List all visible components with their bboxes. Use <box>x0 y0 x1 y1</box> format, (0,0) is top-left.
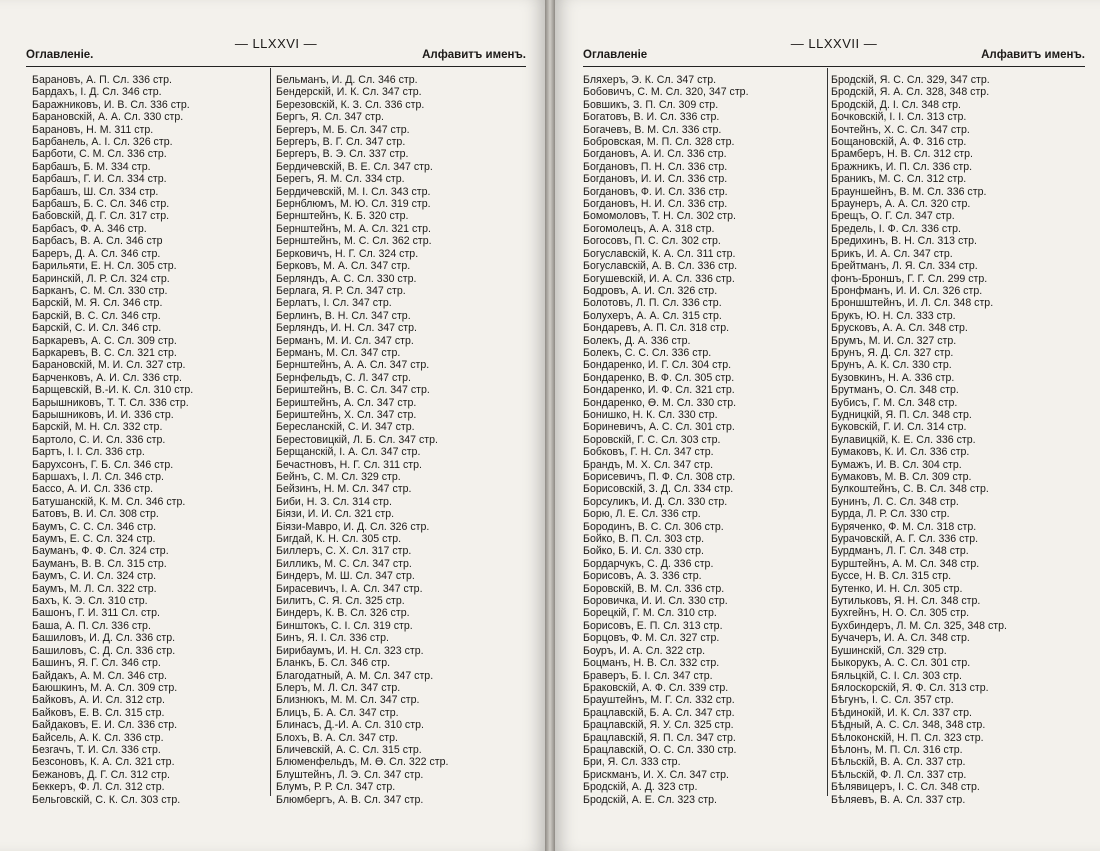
index-entry: Боцманъ, Н. В. Сл. 332 стр. <box>583 657 720 670</box>
index-entry: Бодровъ, А. И. Сл. 326 стр. <box>583 284 718 297</box>
index-entry: Богуславскій, К. А. Сл. 311 стр. <box>583 247 736 260</box>
index-entry: Бѣлоконскій, Н. П. Сл. 323 стр. <box>831 731 984 744</box>
index-entry: Бумажъ, И. В. Сл. 304 стр. <box>831 458 962 471</box>
index-entry: Бушинскій, Сл. 329 стр. <box>831 644 947 657</box>
index-entry: Бересланскій, С. И. 347 стр. <box>276 421 415 434</box>
index-entry: Богуславскій, А. В. Сл. 336 стр. <box>583 260 738 273</box>
index-entry: Бойко, В. П. Сл. 303 стр. <box>583 533 705 546</box>
index-entry: Батовъ, В. И. Сл. 308 стр. <box>32 508 159 521</box>
index-entry: Баршахъ, І. Л. Сл. 346 стр. <box>32 471 164 483</box>
index-entry: Болотовъ, Л. П. Сл. 336 стр. <box>583 297 722 310</box>
left-header-rule <box>26 66 526 67</box>
index-entry: Барбашъ, Б. М. 334 стр. <box>32 160 151 173</box>
index-entry: Баркаревъ, В. С. Сл. 321 стр. <box>32 346 177 359</box>
index-entry: Барченковъ, А. И. Сл. 336 стр. <box>32 371 182 384</box>
index-entry: Бучачеръ, И. А. Сл. 348 стр. <box>831 632 970 645</box>
index-entry: Бабовскій, Д. Г. Сл. 317 стр. <box>32 210 170 223</box>
index-entry: Бернштейнъ, К. Б. 320 стр. <box>276 210 409 223</box>
index-entry: Баюшкинъ, М. А. Сл. 309 стр. <box>32 681 178 694</box>
right-header-contents: Оглавленіе <box>583 49 648 61</box>
index-entry: Барщевскій, В.-И. К. Сл. 310 стр. <box>32 384 194 397</box>
index-entry: Боровскій, В. М. Сл. 336 стр. <box>583 582 725 595</box>
index-entry: Брауншейнъ, В. М. Сл. 336 стр. <box>831 185 987 198</box>
index-entry: Брещъ, О. Г. Сл. 347 стр. <box>831 210 955 223</box>
index-entry: Блицъ, Б. А. Сл. 347 стр. <box>276 706 399 719</box>
index-entry: Барановъ, А. П. Сл. 336 стр. <box>32 74 172 86</box>
index-entry: Бѣлонъ, М. П. Сл. 316 стр. <box>831 743 963 756</box>
index-entry: Блумъ, Р. Р. Сл. 347 стр. <box>276 781 396 794</box>
index-entry: Бобовичъ, С. М. Сл. 320, 347 стр. <box>583 86 749 99</box>
index-entry: Бечастновъ, Н. Г. Сл. 311 стр. <box>276 458 422 471</box>
index-entry: Бендерскій, И. К. Сл. 347 стр. <box>276 86 422 99</box>
left-page <box>0 0 545 851</box>
index-entry: Бондаренко, В. Ф. Сл. 305 стр. <box>583 371 735 384</box>
index-entry: Близнюкъ, М. М. Сл. 347 стр. <box>276 694 420 707</box>
index-entry: Бовшикъ, З. П. Сл. 309 стр. <box>583 98 719 111</box>
index-entry: Бернфельдъ, С. Л. 347 стр. <box>276 371 411 384</box>
index-entry: Блуштейнъ, Л. Э. Сл. 347 стр. <box>276 768 424 781</box>
index-entry: Бондаренко, Ө. М. Сл. 330 стр. <box>583 396 737 409</box>
index-entry: Берлинъ, В. Н. Сл. 347 стр. <box>276 309 411 322</box>
index-entry: Браковскій, А. Ф. Сл. 339 стр. <box>583 681 729 694</box>
index-entry: Биллеръ, С. Х. Сл. 317 стр. <box>276 545 412 558</box>
index-entry: Барановъ, Н. М. 311 стр. <box>32 123 154 136</box>
index-entry: Благодатный, А. М. Сл. 347 стр. <box>276 669 434 682</box>
index-entry: Безгачъ, Т. И. Сл. 336 стр. <box>32 743 161 756</box>
index-entry: Берлатъ, І. Сл. 347 стр. <box>276 297 392 310</box>
index-entry: Брамберъ, Н. В. Сл. 312 стр. <box>831 148 973 161</box>
index-entry: Блинасъ, Д.-И. А. Сл. 310 стр. <box>276 719 424 732</box>
index-entry: Брацлавскій, Я. У. Сл. 325 стр. <box>583 719 734 732</box>
index-entry: Бутенко, И. Н. Сл. 305 стр. <box>831 582 963 595</box>
index-entry: Бѣльскій, Ф. Л. Сл. 337 стр. <box>831 768 967 781</box>
index-entry: Борецкій, Г. М. Сл. 310 стр. <box>583 607 717 620</box>
index-entry: Боуръ, И. А. Сл. 322 стр. <box>583 644 706 657</box>
left-column-1 <box>32 74 264 806</box>
index-entry: Бондаренко, И. Г. Сл. 304 стр. <box>583 359 732 372</box>
index-entry: Брукъ, Ю. Н. Сл. 333 стр. <box>831 309 956 322</box>
index-entry: Беккеръ, Ф. Л. Сл. 312 стр. <box>32 781 165 794</box>
index-entry: Берманъ, М. И. Сл. 347 стр. <box>276 334 414 347</box>
index-entry: Бурда, Л. Р. Сл. 330 стр. <box>831 508 950 521</box>
index-entry: Баркаревъ, А. С. Сл. 309 стр. <box>32 334 177 347</box>
index-entry: Бродскій, Я. С. Сл. 329, 347 стр. <box>831 74 990 86</box>
index-entry: Бомомоловъ, Т. Н. Сл. 302 стр. <box>583 210 736 223</box>
index-entry: Барильяти, Е. Н. Сл. 305 стр. <box>32 260 177 273</box>
left-header-index: Алфавитъ именъ. <box>422 49 526 61</box>
index-entry: Браникъ, М. С. Сл. 312 стр. <box>831 173 967 186</box>
index-entry: Богдановъ, Ф. И. Сл. 336 стр. <box>583 185 728 198</box>
index-entry: Бунинъ, Л. С. Сл. 348 стр. <box>831 495 959 508</box>
index-entry: Баша, А. П. Сл. 336 стр. <box>32 619 151 632</box>
index-entry: Будницкій, Я. П. Сл. 348 стр. <box>831 408 972 421</box>
index-entry: Булавицкій, К. Е. Сл. 336 стр. <box>831 433 976 446</box>
index-entry: Буссе, Н. В. Сл. 315 стр. <box>831 570 952 583</box>
index-entry: Брунъ, Я. Д. Сл. 327 стр. <box>831 346 954 359</box>
index-entry: Борисовъ, Е. П. Сл. 313 стр. <box>583 619 723 632</box>
index-entry: Буковскій, Г. И. Сл. 314 стр. <box>831 421 967 434</box>
index-entry: Бернштейнъ, М. С. Сл. 362 стр. <box>276 235 432 248</box>
index-entry: Богдановъ, П. Н. Сл. 336 стр. <box>583 160 728 173</box>
index-entry: Бауманъ, В. В. Сл. 315 стр. <box>32 557 167 570</box>
right-page <box>555 0 1100 851</box>
index-entry: Браунеръ, А. А. Сл. 320 стр. <box>831 198 971 211</box>
index-entry: Бассо, А. И. Сл. 336 стр. <box>32 483 154 496</box>
index-entry: Богушевскій, И. А. Сл. 336 стр. <box>583 272 735 285</box>
right-page-header <box>583 36 1085 62</box>
left-column-divider <box>270 68 271 796</box>
index-entry: Бурачовскій, А. Г. Сл. 336 стр. <box>831 533 979 546</box>
index-entry: фонъ-Броншъ, Г. Г. Сл. 299 стр. <box>831 272 988 285</box>
index-entry: Бондаревъ, А. П. Сл. 318 стр. <box>583 322 730 335</box>
index-entry: Брикъ, И. А. Сл. 347 стр. <box>831 247 953 260</box>
index-entry: Богдановъ, А. И. Сл. 336 стр. <box>583 148 727 161</box>
right-column-2 <box>831 74 1083 806</box>
index-entry: Барскій, М. Я. Сл. 346 стр. <box>32 297 163 310</box>
index-entry: Берестовицкій, Л. Б. Сл. 347 стр. <box>276 433 438 446</box>
index-entry: Бличевскій, А. С. Сл. 315 стр. <box>276 743 422 756</box>
right-page-number: — LLXXVII — <box>790 36 878 51</box>
index-entry: Бердичевскій, М. І. Сл. 343 стр. <box>276 185 431 198</box>
index-entry: Богачевъ, В. М. Сл. 336 стр. <box>583 123 722 136</box>
index-entry: Борисовъ, А. З. 336 стр. <box>583 570 702 583</box>
index-entry: Бернштейнъ, М. А. Сл. 321 стр. <box>276 222 431 235</box>
index-entry: Бляхеръ, Э. К. Сл. 347 стр. <box>583 74 717 86</box>
index-entry: Бергеръ, В. Э. Сл. 337 стр. <box>276 148 409 161</box>
index-entry: Браверъ, Б. І. Сл. 347 стр. <box>583 669 713 682</box>
index-entry: Баринскій, Л. Р. Сл. 324 стр. <box>32 272 170 285</box>
index-entry: Билитъ, С. Я. Сл. 325 стр. <box>276 595 405 608</box>
index-entry: Біязи-Мавро, И. Д. Сл. 326 стр. <box>276 520 430 533</box>
index-entry: Бронфманъ, И. И. Сл. 326 стр. <box>831 284 983 297</box>
index-entry: Баумъ, Е. С. Сл. 324 стр. <box>32 533 156 546</box>
index-entry: Бѣгунъ, І. С. Сл. 357 стр. <box>831 694 954 707</box>
index-entry: Биндеръ, К. В. Сл. 326 стр. <box>276 607 410 620</box>
index-entry: Бурштейнъ, А. М. Сл. 348 стр. <box>831 557 980 570</box>
index-entry: Барбасъ, В. А. Сл. 346 стр <box>32 235 163 248</box>
index-entry: Барботи, С. М. Сл. 336 стр. <box>32 148 167 161</box>
index-entry: Башинъ, Я. Г. Сл. 346 стр. <box>32 657 161 670</box>
index-entry: Бареръ, Д. А. Сл. 346 стр. <box>32 247 161 260</box>
index-entry: Блюмбергъ, А. В. Сл. 347 стр. <box>276 793 424 806</box>
index-entry: Бериштейнъ, В. С. Сл. 347 стр. <box>276 384 430 397</box>
index-entry: Башонъ, Г. И. 311 Сл. стр. <box>32 607 160 620</box>
index-entry: Берковичъ, Н. Г. Сл. 324 стр. <box>276 247 419 260</box>
index-entry: Батушанскій, К. М. Сл. 346 стр. <box>32 495 186 508</box>
index-entry: Бражникъ, И. П. Сл. 336 стр. <box>831 160 973 173</box>
index-entry: Барскій, М. Н. Сл. 332 стр. <box>32 421 163 434</box>
index-entry: Бердичевскій, В. Е. Сл. 347 стр. <box>276 160 433 173</box>
index-entry: Брусковъ, А. А. Сл. 348 стр. <box>831 322 968 335</box>
index-entry: Байковъ, А. И. Сл. 312 стр. <box>32 694 165 707</box>
index-entry: Бинштокъ, С. І. Сл. 319 стр. <box>276 619 413 632</box>
index-entry: Брацлавскій, О. С. Сл. 330 стр. <box>583 743 737 756</box>
index-entry: Берманъ, М. Сл. 347 стр. <box>276 346 401 359</box>
index-entry: Бутильковъ, Я. Н. Сл. 348 стр. <box>831 595 981 608</box>
index-entry: Бобровская, М. П. Сл. 328 стр. <box>583 136 735 149</box>
index-entry: Борю, Л. Е. Сл. 336 стр. <box>583 508 701 521</box>
left-header-contents: Оглавленіе. <box>26 49 94 61</box>
index-entry: Біязи, И. И. Сл. 321 стр. <box>276 508 395 521</box>
index-entry: Билликъ, М. С. Сл. 347 стр. <box>276 557 412 570</box>
index-entry: Бинъ, Я. І. Сл. 336 стр. <box>276 632 389 645</box>
index-entry: Байдакъ, А. М. Сл. 346 стр. <box>32 669 167 682</box>
index-entry: Бардахъ, І. Д. Сл. 346 стр. <box>32 86 162 99</box>
index-entry: Бородинъ, В. С. Сл. 306 стр. <box>583 520 724 533</box>
index-entry: Бордарчукъ, С. Д. 336 стр. <box>583 557 714 570</box>
index-entry: Берегъ, Я. М. Сл. 334 стр. <box>276 173 405 186</box>
index-entry: Бирибаумъ, И. Н. Сл. 323 стр. <box>276 644 424 657</box>
index-entry: Бейнъ, С. М. Сл. 329 стр. <box>276 471 401 483</box>
index-entry: Бернблюмъ, М. Ю. Сл. 319 стр. <box>276 198 431 211</box>
index-entry: Брандъ, М. Х. Сл. 347 стр. <box>583 458 714 471</box>
index-entry: Бѣлявицеръ, І. С. Сл. 348 стр. <box>831 781 980 794</box>
index-entry: Баумъ, С. С. Сл. 346 стр. <box>32 520 157 533</box>
index-entry: Берковъ, М. А. Сл. 347 стр. <box>276 260 411 273</box>
index-entry: Байдаковъ, Е. И. Сл. 336 стр. <box>32 719 178 732</box>
index-entry: Бродскій, А. Е. Сл. 323 стр. <box>583 793 717 806</box>
index-entry: Барбасъ, Ф. А. 346 стр. <box>32 222 147 235</box>
index-entry: Бирасевичъ, І. А. Сл. 347 стр. <box>276 582 423 595</box>
index-entry: Болекъ, Д. А. 336 стр. <box>583 334 691 347</box>
right-column-divider <box>827 68 828 796</box>
index-entry: Баумъ, М. Л. Сл. 322 стр. <box>32 582 157 595</box>
index-entry: Бубисъ, Г. М. Сл. 348 стр. <box>831 396 958 409</box>
index-entry: Бахъ, К. Э. Сл. 310 стр. <box>32 595 148 608</box>
index-entry: Богатовъ, В. И. Сл. 336 стр. <box>583 111 720 124</box>
index-entry: Броншштейнъ, И. Л. Сл. 348 стр. <box>831 297 994 310</box>
index-entry: Богдановъ, И. И. Сл. 336 стр. <box>583 173 728 186</box>
index-entry: Барбашъ, Ш. Сл. 334 стр. <box>32 185 159 198</box>
index-entry: Бойко, Б. И. Сл. 330 стр. <box>583 545 704 558</box>
index-entry: Буряченко, Ф. М. Сл. 318 стр. <box>831 520 977 533</box>
index-entry: Бумаковъ, К. И. Сл. 336 стр. <box>831 446 970 459</box>
index-entry: Бартъ, І. І. Сл. 336 стр. <box>32 446 145 459</box>
index-entry: Барбашъ, Г. И. Сл. 334 стр. <box>32 173 167 186</box>
index-entry: Богосовъ, П. С. Сл. 302 стр. <box>583 235 721 248</box>
index-entry: Брауштейнъ, М. Г. Сл. 332 стр. <box>583 694 735 707</box>
index-entry: Байсель, А. К. Сл. 336 стр. <box>32 731 164 744</box>
index-entry: Борсуликъ, И. Д. Сл. 330 стр. <box>583 495 728 508</box>
index-entry: Березовскій, К. З. Сл. 336 стр. <box>276 98 425 111</box>
index-entry: Бергъ, Я. Сл. 347 стр. <box>276 111 384 124</box>
index-entry: Бергеръ, М. Б. Сл. 347 стр. <box>276 123 410 136</box>
left-column-2 <box>276 74 526 806</box>
index-entry: Башиловъ, С. Д. Сл. 336 стр. <box>32 644 176 657</box>
index-entry: Болухеръ, А. А. Сл. 315 стр. <box>583 309 722 322</box>
index-entry: Бериштейнъ, А. Сл. 347 стр. <box>276 396 417 409</box>
index-entry: Баражниковъ, И. В. Сл. 336 стр. <box>32 98 190 111</box>
index-entry: Бельговскій, С. К. Сл. 303 стр. <box>32 793 181 806</box>
index-entry: Бродскій, А. Д. 323 стр. <box>583 781 698 794</box>
index-entry: Бейзинъ, Н. М. Сл. 347 стр. <box>276 483 412 496</box>
index-entry: Бузовкинъ, Н. А. 336 стр. <box>831 371 955 384</box>
index-entry: Безсоновъ, К. А. Сл. 321 стр. <box>32 756 175 769</box>
index-entry: Блюменфельдъ, М. Ө. Сл. 322 стр. <box>276 756 449 769</box>
index-entry: Бялоскорскій, Я. Ф. Сл. 313 стр. <box>831 681 989 694</box>
index-entry: Брацлавскій, Я. П. Сл. 347 стр. <box>583 731 736 744</box>
index-entry: Барышниковъ, Т. Т. Сл. 336 стр. <box>32 396 189 409</box>
index-entry: Бумаковъ, М. В. Сл. 309 стр. <box>831 471 972 483</box>
index-entry: Богомолецъ, А. А. 318 стр. <box>583 222 715 235</box>
index-entry: Бѣляевъ, В. А. Сл. 337 стр. <box>831 793 966 806</box>
index-entry: Берляндъ, И. Н. Сл. 347 стр. <box>276 322 417 335</box>
index-entry: Бощановскій, А. Ф. 316 стр. <box>831 136 967 149</box>
index-entry: Брутманъ, О. Сл. 348 стр. <box>831 384 959 397</box>
index-entry: Бурдманъ, Л. Г. Сл. 348 стр. <box>831 545 969 558</box>
index-entry: Бланкъ, Б. Сл. 346 стр. <box>276 657 391 670</box>
right-header-index: Алфавитъ именъ. <box>981 49 1085 61</box>
index-entry: Берлага, Я. Р. Сл. 347 стр. <box>276 284 406 297</box>
index-entry: Бѣдный, А. С. Сл. 348, 348 стр. <box>831 719 986 732</box>
index-entry: Бельманъ, И. Д. Сл. 346 стр. <box>276 74 418 86</box>
index-entry: Бориневичъ, А. С. Сл. 301 стр. <box>583 421 735 434</box>
index-entry: Берляндъ, А. С. Сл. 330 стр. <box>276 272 417 285</box>
index-entry: Брумъ, М. И. Сл. 327 стр. <box>831 334 957 347</box>
index-entry: Барышниковъ, И. И. 336 стр. <box>32 408 174 421</box>
index-entry: Боровичка, И. И. Сл. 330 стр. <box>583 595 728 608</box>
index-entry: Брацлавскій, Б. А. Сл. 347 стр. <box>583 706 735 719</box>
right-header-rule <box>583 66 1085 67</box>
index-entry: Берщанскій, І. А. Сл. 347 стр. <box>276 446 421 459</box>
index-entry: Бри, Я. Сл. 333 стр. <box>583 756 681 769</box>
index-entry: Барскій, В. С. Сл. 346 стр. <box>32 309 161 322</box>
index-entry: Бигдай, К. Н. Сл. 305 стр. <box>276 533 402 546</box>
index-entry: Бежановъ, Д. Г. Сл. 312 стр. <box>32 768 170 781</box>
index-entry: Болекъ, С. С. Сл. 336 стр. <box>583 346 712 359</box>
index-entry: Быкорукъ, А. С. Сл. 301 стр. <box>831 657 971 670</box>
index-entry: Богдановъ, Н. И. Сл. 336 стр. <box>583 198 728 211</box>
index-entry: Барухсонъ, Г. Б. Сл. 346 стр. <box>32 458 174 471</box>
right-column-1 <box>583 74 821 806</box>
index-entry: Барбанель, А. І. Сл. 326 стр. <box>32 136 173 149</box>
index-entry: Брунъ, А. К. Сл. 330 стр. <box>831 359 952 372</box>
index-entry: Блохъ, В. А. Сл. 347 стр. <box>276 731 398 744</box>
index-entry: Брейтманъ, Л. Я. Сл. 334 стр. <box>831 260 978 273</box>
index-entry: Бергеръ, В. Г. Сл. 347 стр. <box>276 136 406 149</box>
index-entry: Башиловъ, И. Д. Сл. 336 стр. <box>32 632 176 645</box>
left-page-header <box>26 36 526 62</box>
index-entry: Бауманъ, Ф. Ф. Сл. 324 стр. <box>32 545 169 558</box>
index-entry: Биндеръ, М. Ш. Сл. 347 стр. <box>276 570 415 583</box>
index-entry: Бочковскій, І. І. Сл. 313 стр. <box>831 111 967 124</box>
index-entry: Бродскій, Я. А. Сл. 328, 348 стр. <box>831 86 990 99</box>
index-entry: Бредихинъ, В. Н. Сл. 313 стр. <box>831 235 977 248</box>
index-entry: Барскій, С. И. Сл. 346 стр. <box>32 322 162 335</box>
index-entry: Блеръ, М. Л. Сл. 347 стр. <box>276 681 401 694</box>
index-entry: Бериштейнъ, Х. Сл. 347 стр. <box>276 408 417 421</box>
index-entry: Бѣльскій, В. А. Сл. 337 стр. <box>831 756 966 769</box>
index-entry: Бонишко, Н. К. Сл. 330 стр. <box>583 408 718 421</box>
index-entry: Байковъ, Е. В. Сл. 315 стр. <box>32 706 165 719</box>
index-entry: Бродскій, Д. І. Сл. 348 стр. <box>831 98 961 111</box>
index-entry: Баумъ, С. И. Сл. 324 стр. <box>32 570 157 583</box>
index-entry: Булкоштейнъ, С. В. Сл. 348 стр. <box>831 483 989 496</box>
index-entry: Борцовъ, Ф. М. Сл. 327 стр. <box>583 632 720 645</box>
index-entry: Борисевичъ, П. Ф. Сл. 308 стр. <box>583 471 736 483</box>
book-gutter <box>545 0 555 851</box>
index-entry: Барбашъ, Б. С. Сл. 346 стр. <box>32 198 170 211</box>
index-entry: Борисовскій, З. Д. Сл. 334 стр. <box>583 483 734 496</box>
index-entry: Бочтейнъ, Х. С. Сл. 347 стр. <box>831 123 970 136</box>
index-entry: Бартоло, С. И. Сл. 336 стр. <box>32 433 166 446</box>
index-entry: Боровскій, Г. С. Сл. 303 стр. <box>583 433 721 446</box>
index-entry: Бернштейнъ, А. А. Сл. 347 стр. <box>276 359 430 372</box>
index-entry: Барановскій, А. А. Сл. 330 стр. <box>32 111 184 124</box>
left-page-number: — LLXXVI — <box>234 36 318 51</box>
index-entry: Биби, Н. З. Сл. 314 стр. <box>276 495 392 508</box>
index-entry: Бѣдинокій, И. К. Сл. 337 стр. <box>831 706 972 719</box>
index-entry: Бредель, І. Ф. Сл. 336 стр. <box>831 222 961 235</box>
index-entry: Барановскій, М. И. Сл. 327 стр. <box>32 359 186 372</box>
index-entry: Бухгейнъ, Н. О. Сл. 305 стр. <box>831 607 970 620</box>
index-entry: Бобковъ, Г. Н. Сл. 347 стр. <box>583 446 714 459</box>
index-entry: Бяльцкій, С. І. Сл. 303 стр. <box>831 669 962 682</box>
index-entry: Бондаренко, И. Ф. Сл. 321 стр. <box>583 384 735 397</box>
index-entry: Барканъ, С. М. Сл. 330 стр. <box>32 284 168 297</box>
index-entry: Брискманъ, И. Х. Сл. 347 стр. <box>583 768 730 781</box>
index-entry: Бухбиндеръ, Л. М. Сл. 325, 348 стр. <box>831 619 1007 632</box>
